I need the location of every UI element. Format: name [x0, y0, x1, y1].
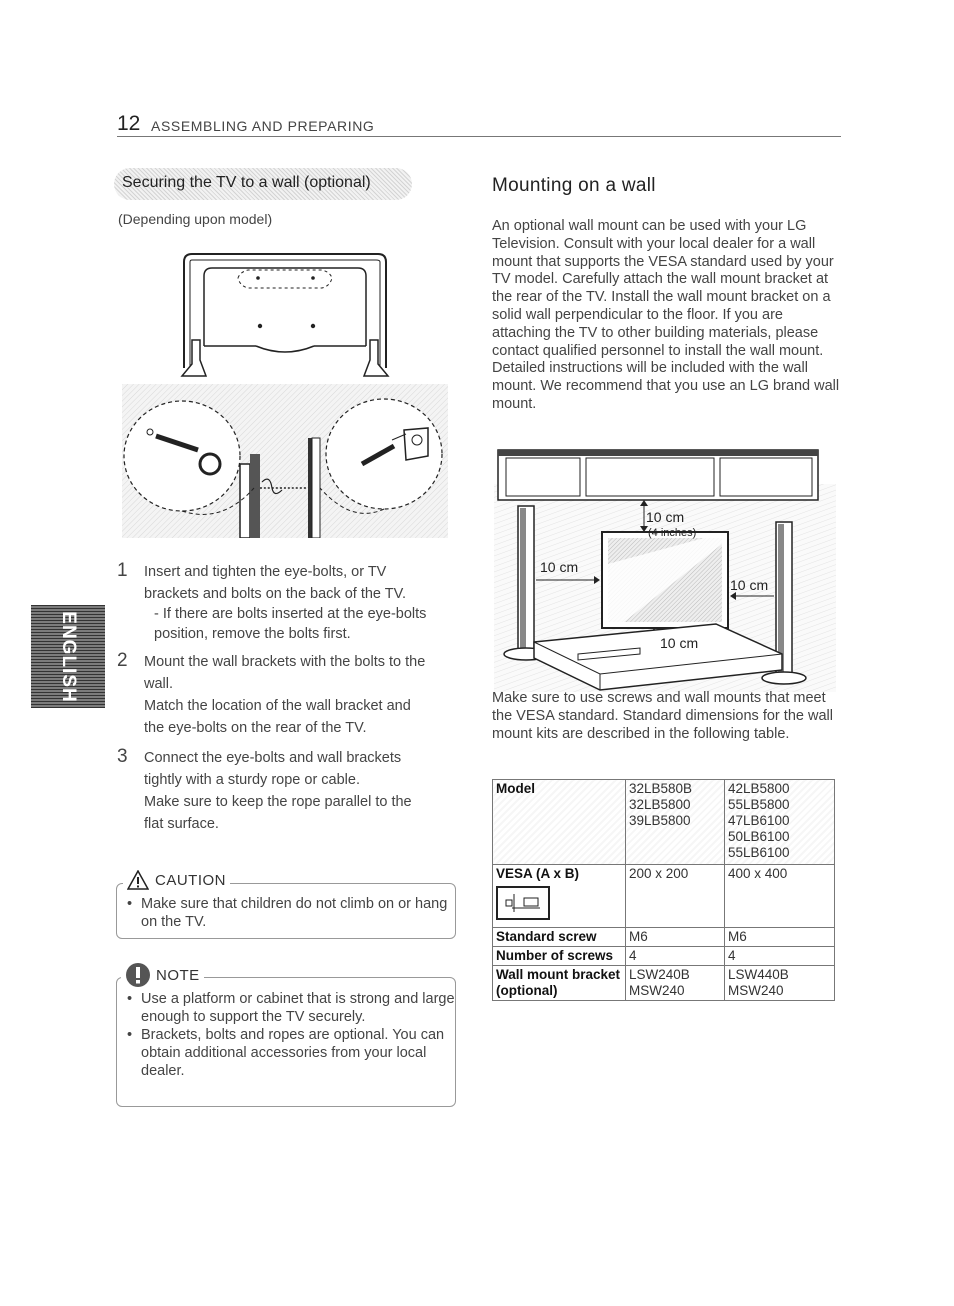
table-cell: M6: [626, 928, 725, 947]
step-2: [117, 650, 469, 738]
table-cell: LSW440B MSW240: [725, 966, 835, 1001]
model-value: 32LB580B: [629, 781, 693, 796]
table-row: [493, 966, 835, 1001]
model-value: 50LB6100: [728, 829, 790, 844]
caution-box: [116, 871, 456, 939]
vesa-spec-table: [492, 779, 835, 1001]
step-1-sub: - If there are bolts inserted at the eye-bolts: [154, 606, 427, 622]
step-2-line: Mount the wall brackets with the bolts to the: [144, 654, 426, 670]
note-box: [116, 966, 456, 1107]
model-value: 42LB5800: [728, 781, 790, 796]
step-2-line: wall.: [144, 676, 174, 692]
note-item: • Brackets, bolts and ropes are optional. You can obtain additional accessories from your local dealer.: [117, 1026, 455, 1080]
steps-list: [117, 560, 469, 840]
caution-item: • Make sure that children do not climb on or hang on the TV.: [117, 895, 455, 931]
step-1-number: 1: [117, 560, 128, 581]
table-cell: 200 x 200: [626, 865, 725, 928]
eye-bolt-bracket-illustration: [122, 384, 448, 538]
note-title-text: NOTE: [156, 966, 200, 984]
vesa-paragraph: Make sure to use screws and wall mounts that meet the VESA standard. Standard dimensions for the wall mount kits are described in the following table.: [492, 690, 833, 742]
vesa-dimension-icon: [496, 886, 550, 920]
table-label: Standard screw: [493, 928, 626, 947]
table-label: Wall mount bracket (optional): [493, 966, 626, 1001]
step-3-line: tightly with a sturdy rope or cable.: [144, 772, 360, 788]
info-exclamation-icon: [125, 962, 151, 988]
table-cell: 4: [725, 947, 835, 966]
step-1-sub: position, remove the bolts first.: [154, 626, 351, 642]
table-cell: M6: [725, 928, 835, 947]
model-value: 32LB5800: [629, 797, 691, 812]
table-label-vesa: [493, 865, 626, 928]
note-title: [121, 962, 204, 988]
top-clearance-sublabel: (4 inches): [648, 527, 697, 539]
table-row: [493, 947, 835, 966]
table-label-model: Model: [493, 780, 626, 865]
language-tab: [31, 605, 105, 708]
caution-title: [123, 870, 230, 890]
wall-mount-clearance-illustration: [494, 444, 836, 692]
model-value: 55LB6100: [728, 845, 790, 860]
step-3-line: Connect the eye-bolts and wall brackets: [144, 750, 402, 766]
tv-back-illustration: [176, 248, 394, 378]
step-3-line: flat surface.: [144, 816, 219, 832]
top-clearance-label: 10 cm: [646, 509, 685, 525]
table-row: [493, 865, 835, 928]
step-2-line: the eye-bolts on the rear of the TV.: [144, 720, 367, 736]
language-tab-label: ENGLISH: [58, 610, 79, 703]
section-heading-text: Securing the TV to a wall (optional): [122, 174, 371, 191]
model-value: 47LB6100: [728, 813, 790, 828]
table-cell-models-1: [626, 780, 725, 865]
table-label: Number of screws: [493, 947, 626, 966]
table-cell: 4: [626, 947, 725, 966]
caution-title-text: CAUTION: [155, 871, 226, 889]
step-2-number: 2: [117, 650, 128, 671]
step-2-line: Match the location of the wall bracket and: [144, 698, 411, 714]
left-clearance-label: 10 cm: [540, 559, 579, 575]
table-cell-models-2: [725, 780, 835, 865]
table-row: [493, 928, 835, 947]
step-1: [117, 560, 469, 644]
model-note: (Depending upon model): [118, 211, 273, 227]
step-1-line: brackets and bolts on the back of the TV.: [144, 586, 406, 602]
table-cell: LSW240B MSW240: [626, 966, 725, 1001]
warning-triangle-icon: [127, 870, 149, 890]
model-value: 39LB5800: [629, 813, 691, 828]
section-heading-securing: [114, 168, 412, 200]
section-heading-mounting: Mounting on a wall: [492, 175, 656, 196]
right-clearance-label: 10 cm: [730, 577, 769, 593]
table-cell: 400 x 400: [725, 865, 835, 928]
bottom-clearance-label: 10 cm: [660, 635, 699, 651]
table-row: [493, 780, 835, 865]
step-3: [117, 746, 469, 834]
page-header: [117, 112, 841, 137]
note-item: • Use a platform or cabinet that is strong and large enough to support the TV securely.: [117, 990, 455, 1026]
step-1-line: Insert and tighten the eye-bolts, or TV: [144, 564, 387, 580]
step-3-number: 3: [117, 746, 128, 767]
table-label-vesa-text: VESA (A x B): [496, 866, 580, 881]
model-value: 55LB5800: [728, 797, 790, 812]
section-title: ASSEMBLING AND PREPARING: [151, 118, 375, 134]
mounting-paragraph: An optional wall mount can be used with your LG Television. Consult with your local dealer for a wall mount that supports the VESA standard used by your TV model. Carefully attach the wall mount bracket at the rear of the TV. Install the wall mount bracket on a solid wall perpendicular to the floor. If you are attaching the TV to other building materials, please contact qualified personnel to install the wall mount. Detailed instructions will be included with the wall mount. We recommend that you use an LG brand wall mount.: [492, 218, 840, 412]
page-number: 12: [117, 112, 141, 135]
step-3-line: Make sure to keep the rope parallel to the: [144, 794, 412, 810]
